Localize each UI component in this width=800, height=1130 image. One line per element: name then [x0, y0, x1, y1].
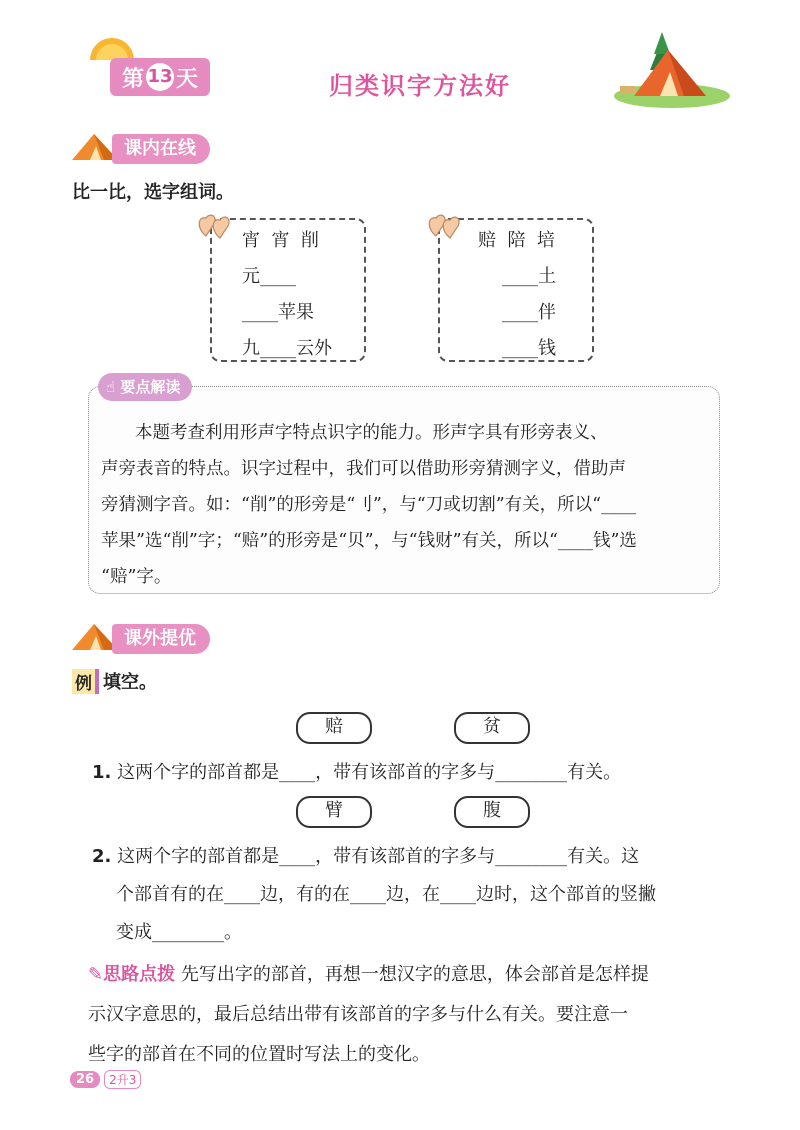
box1-line-3: 九____云外 — [242, 338, 332, 359]
question-2-line-3: 变成________。 — [116, 922, 242, 943]
hint-text-1: 先写出字的部首，再想一想汉字的意思，体会部首是怎样提 — [180, 964, 649, 985]
keypoint-line-3: 旁猜测字音。如：“削”的形旁是“刂”，与“刀或切割”有关，所以“____ — [101, 495, 637, 515]
pointer-hand-icon: ☝ — [106, 378, 116, 396]
char-pill-fu: 腹 — [454, 796, 530, 828]
question-compare: 比一比，选字组词。 — [72, 182, 234, 203]
page-footer — [70, 1070, 141, 1089]
question-1 — [92, 758, 621, 784]
keypoint-line-2: 声旁表音的特点。识字过程中，我们可以借助形旁猜测字义，借助声 — [101, 459, 626, 479]
tent-camp-illustration — [612, 30, 730, 108]
keypoint-line-1: 本题考查利用形声字特点识字的能力。形声字具有形旁表义、 — [135, 423, 608, 443]
box2-chars: 赔 陪 培 — [478, 230, 555, 251]
box2-line-3: ____钱 — [502, 338, 556, 359]
example-tag: 例 — [72, 669, 99, 694]
page-number: 26 — [70, 1071, 100, 1088]
series-label: 2升3 — [104, 1070, 141, 1089]
box1-line-1: 元____ — [242, 266, 296, 287]
page-title: 归类识字方法好 — [329, 72, 511, 100]
keypoint-line-5: “赔”字。 — [101, 567, 172, 587]
hint-line-3: 些字的部首在不同的位置时写法上的变化。 — [88, 1044, 430, 1065]
q2-line-1: 这两个字的部首都是____，带有该部首的字多与________有关。这 — [117, 846, 640, 867]
day-badge — [110, 58, 210, 96]
section-label-extra: 课外提优 — [112, 624, 210, 654]
hint-label: 思路点拨 — [103, 964, 176, 985]
day-number: 13 — [146, 63, 174, 91]
key-points-label — [98, 373, 192, 401]
lightbulb-icon: ✎ — [88, 964, 104, 985]
q1-text: 这两个字的部首都是____，带有该部首的字多与________有关。 — [117, 762, 622, 783]
char-pill-pei: 赔 — [296, 712, 372, 744]
hint-line-2: 示汉字意思的，最后总结出带有该部首的字多与什么有关。要注意一 — [88, 1004, 628, 1025]
keypoint-line-4: 苹果”选“削”字；“赔”的形旁是“贝”，与“钱财”有关，所以“____钱”选 — [101, 531, 637, 551]
box1-line-2: ____苹果 — [242, 302, 314, 323]
key-points-label-text: 要点解读 — [120, 378, 181, 396]
sun-icon — [84, 30, 140, 60]
box2-line-2: ____伴 — [502, 302, 556, 323]
char-pill-pin: 贫 — [454, 712, 530, 744]
heart-icon — [196, 212, 234, 240]
q2-number: 2. — [92, 846, 112, 867]
box1-chars: 宵 宵 削 — [242, 230, 319, 251]
day-suffix: 天 — [176, 66, 199, 92]
hint-line-1 — [88, 960, 649, 986]
box2-line-1: ____土 — [502, 266, 556, 287]
char-pill-bi: 臂 — [296, 796, 372, 828]
day-prefix: 第 — [121, 66, 144, 92]
q1-number: 1. — [92, 762, 112, 783]
example-instruction: 填空。 — [103, 672, 157, 693]
heart-icon — [426, 212, 464, 240]
key-points-box — [88, 386, 720, 594]
section-label-in-class: 课内在线 — [112, 134, 210, 164]
question-2-line-1 — [92, 842, 639, 868]
question-2-line-2: 个部首有的在____边，有的在____边，在____边时，这个部首的竖撇 — [116, 884, 656, 905]
example-row — [72, 668, 157, 694]
